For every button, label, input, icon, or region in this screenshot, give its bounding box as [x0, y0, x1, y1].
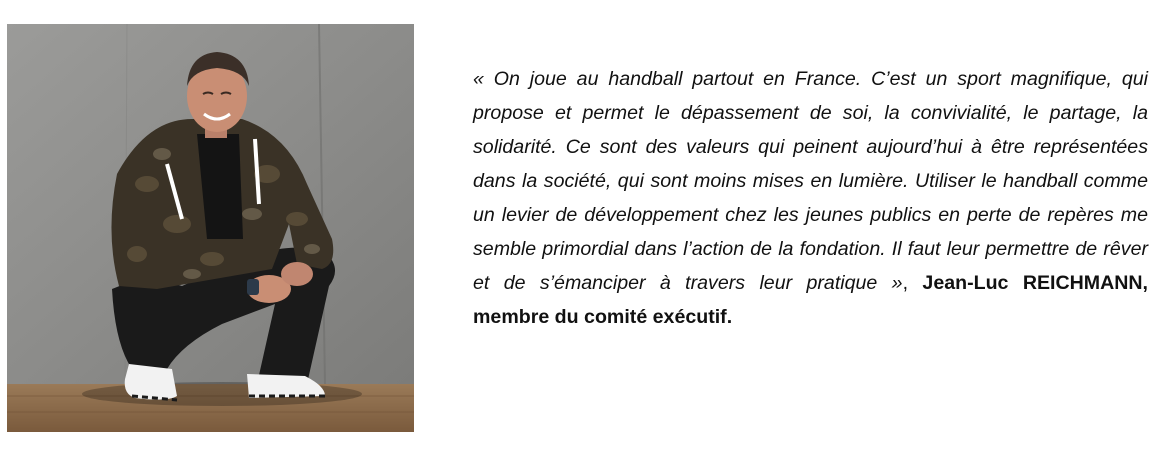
left-shoe: [125, 364, 177, 400]
quote-attribution: Jean-Luc REICHMANN, membre du comité exécutif.: [473, 272, 1148, 328]
portrait-illustration: [7, 24, 414, 432]
quote-paragraph: [473, 62, 1148, 334]
quote-text: « On joue au handball partout en France. C’est un sport magnifique, qui propose et permet le dépassement de soi, la convivialité, le partage, la solidarité. Ce sont des valeurs qui peinent aujourd’hui à être représentées dans la société, qui sont moins mises en lumière. Utiliser le handball comme un levier de développement chez les jeunes publics en perte de repères me semble primordial dans l’action de la fondation. Il faut leur permettre de rêver et de s’émanciper à travers leur pratique »: [473, 68, 1148, 294]
quote-separator: ,: [902, 272, 923, 294]
portrait-photo: [7, 24, 414, 432]
